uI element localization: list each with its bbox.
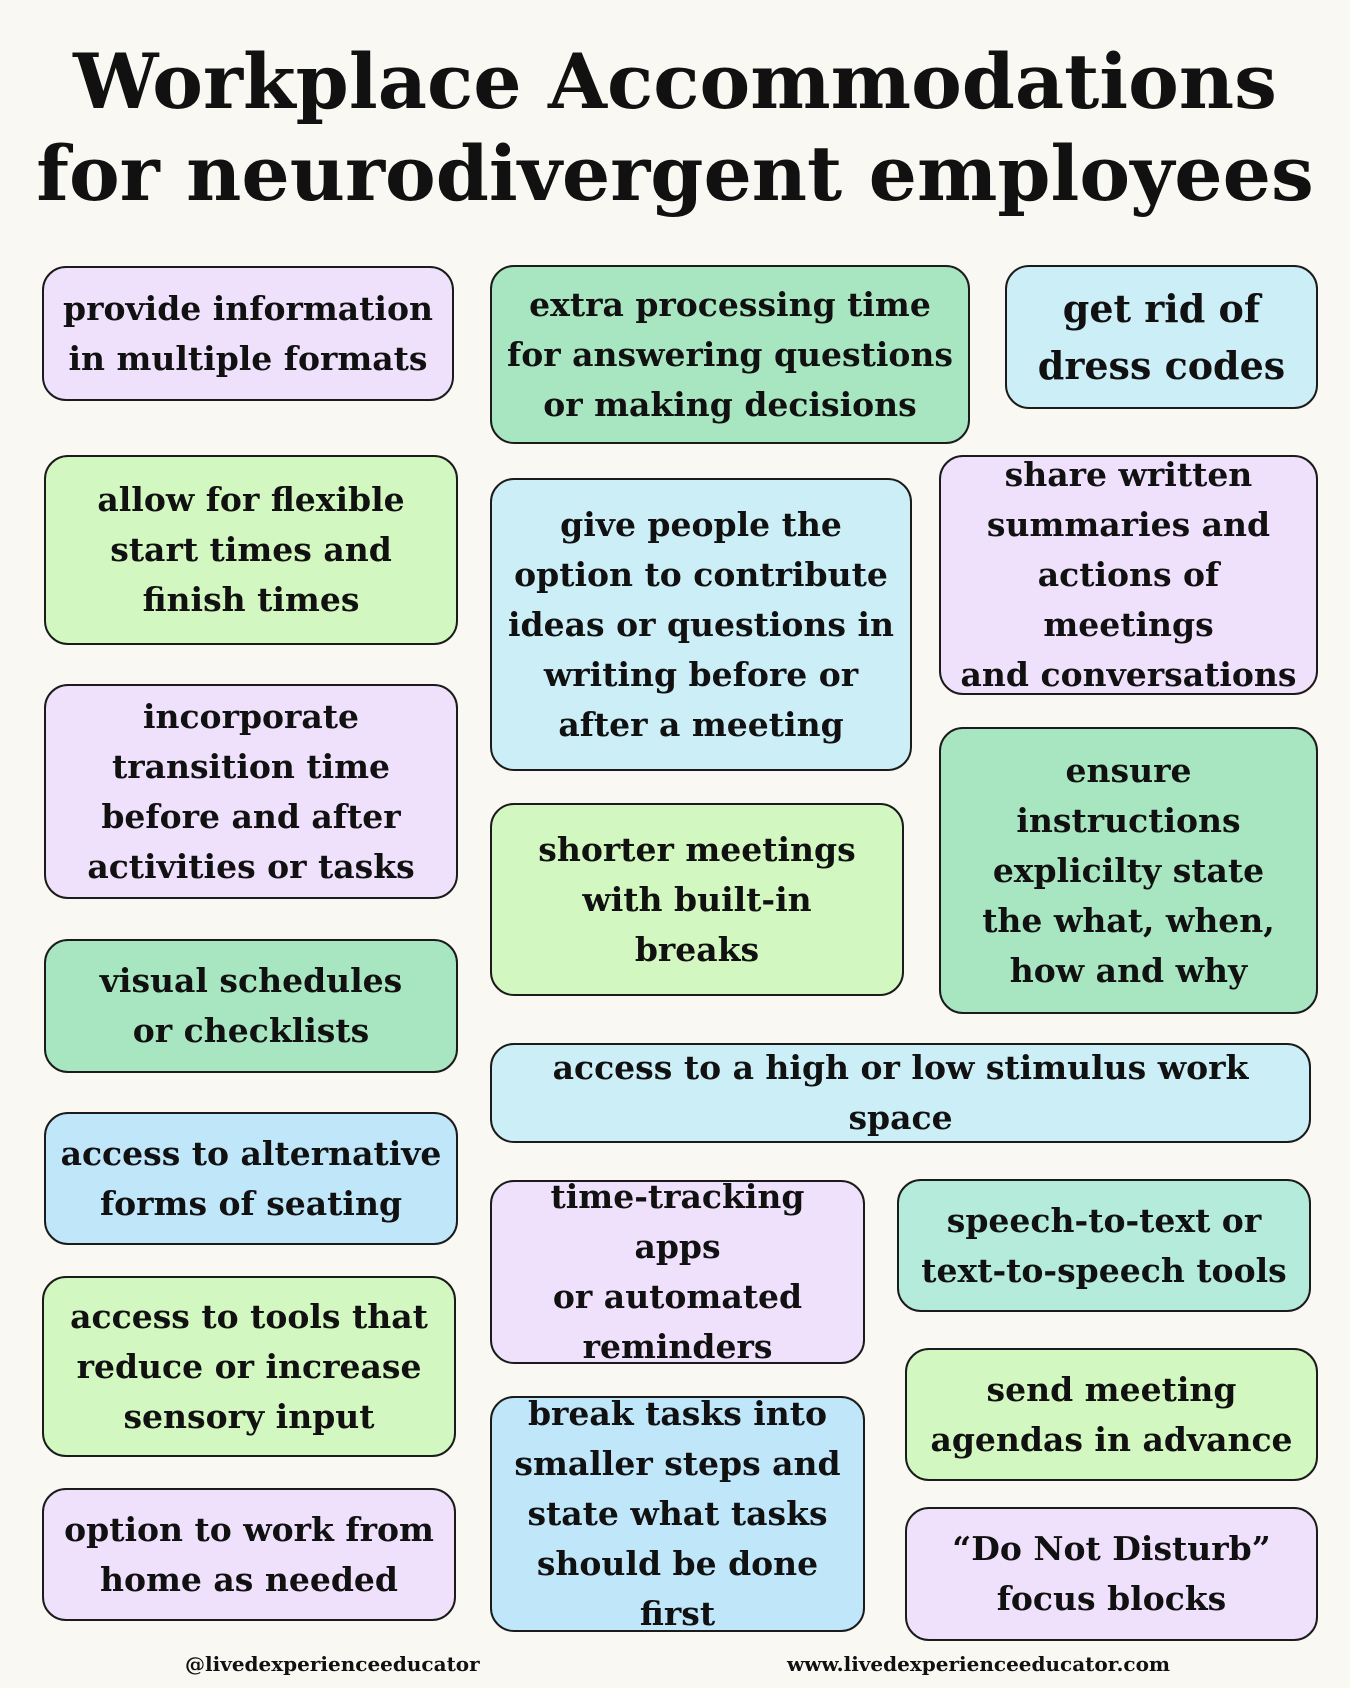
card-text [508, 500, 894, 750]
card-line: allow for flexible [97, 480, 405, 519]
card-line: give people the [560, 504, 842, 544]
card-shorter-meetings [490, 803, 904, 996]
card-line: speech-to-text or [946, 1200, 1262, 1240]
card-line: “Do Not Disturb” [952, 1529, 1271, 1568]
card-text [506, 1172, 849, 1372]
card-text [952, 1524, 1270, 1624]
card-line: provide information [63, 288, 433, 328]
card-written-summaries [939, 455, 1318, 695]
card-line: or automated [552, 1277, 803, 1316]
card-line: and conversations [960, 655, 1297, 694]
card-text [538, 825, 855, 975]
card-line: finish times [142, 580, 360, 619]
card-sensory-tools [42, 1276, 456, 1457]
card-text [70, 1292, 428, 1442]
card-flexible-times [44, 455, 458, 645]
card-line: agendas in advance [930, 1419, 1293, 1459]
card-line: with built-in [582, 879, 812, 919]
card-line: text-to-speech tools [921, 1250, 1287, 1290]
card-visual-schedules [44, 939, 458, 1073]
card-line: activities or tasks [87, 846, 415, 886]
card-explicit-instructions [939, 727, 1318, 1014]
card-text [97, 475, 404, 625]
card-text [955, 450, 1302, 700]
card-line: visual schedules [99, 961, 403, 1000]
card-work-from-home [42, 1488, 456, 1621]
card-stimulus-space [490, 1043, 1311, 1143]
card-line: breaks [634, 929, 760, 969]
card-text [1038, 280, 1285, 394]
card-processing-time [490, 265, 970, 444]
card-time-tracking [490, 1177, 865, 1366]
card-text [87, 692, 414, 892]
card-line: break tasks into [527, 1394, 828, 1433]
card-line: home as needed [100, 1559, 398, 1599]
card-line: transition time [111, 746, 391, 786]
card-line: after a meeting [558, 704, 844, 744]
card-line: send meeting [986, 1369, 1237, 1409]
card-text [64, 1505, 434, 1605]
card-line: the what, when, [982, 900, 1275, 940]
card-line: should be done first [536, 1544, 819, 1633]
card-line: start times and [110, 530, 392, 569]
card-line: access to a high or low stimulus work space [552, 1048, 1249, 1137]
card-line: forms of seating [99, 1183, 403, 1223]
card-do-not-disturb [905, 1507, 1318, 1641]
card-line: or checklists [132, 1011, 370, 1050]
card-line: option to contribute [514, 554, 888, 594]
card-line: extra processing time [529, 284, 931, 324]
card-line: instructions [1016, 800, 1241, 840]
card-text [921, 1196, 1286, 1296]
card-line: shorter meetings [538, 829, 856, 869]
page-title: Workplace Accommodations [73, 37, 1277, 126]
card-line: access to tools that [70, 1296, 428, 1336]
card-text [506, 1043, 1295, 1143]
card-line: before and after [101, 796, 401, 836]
card-line: time-tracking apps [550, 1177, 805, 1266]
card-line: share written [1004, 455, 1253, 494]
card-line: ensure [1065, 750, 1192, 790]
card-line: or making decisions [543, 384, 917, 424]
card-line: reminders [582, 1327, 773, 1366]
card-alternative-seating [44, 1112, 458, 1245]
card-text [506, 1389, 849, 1639]
card-line: writing before or [543, 654, 859, 694]
card-written-contribute [490, 478, 912, 771]
card-text [982, 746, 1275, 996]
card-line: focus blocks [996, 1579, 1227, 1618]
card-line: incorporate [142, 696, 360, 736]
card-line: dress codes [1037, 343, 1286, 388]
card-transition-time [44, 684, 458, 899]
card-line: get rid of [1062, 286, 1261, 331]
card-text [100, 956, 403, 1056]
card-line: state what tasks [527, 1494, 828, 1533]
footer-website: www.livedexperienceeducator.com [787, 1652, 1171, 1676]
page-subtitle: for neurodivergent employees [36, 129, 1314, 218]
card-line: summaries and [986, 505, 1271, 544]
card-multiple-formats [42, 266, 454, 401]
card-line: explicilty state [992, 850, 1265, 890]
card-text [507, 280, 953, 430]
card-meeting-agendas [905, 1348, 1318, 1481]
card-line: in multiple formats [68, 338, 428, 378]
card-line: option to work from [64, 1509, 434, 1549]
card-line: smaller steps and [514, 1444, 841, 1483]
card-line: ideas or questions in [508, 604, 894, 644]
card-text [63, 284, 433, 384]
card-break-tasks [490, 1396, 865, 1632]
card-text [61, 1129, 442, 1229]
card-line: access to alternative [60, 1133, 442, 1173]
card-line: reduce or increase [76, 1346, 422, 1386]
footer-handle: @livedexperienceeducator [185, 1652, 480, 1676]
card-line: how and why [1009, 950, 1248, 990]
card-speech-to-text [897, 1179, 1311, 1312]
card-line: actions of meetings [1037, 555, 1220, 644]
card-dress-codes [1005, 265, 1318, 409]
card-text [930, 1365, 1292, 1465]
card-line: sensory input [123, 1396, 375, 1436]
card-line: for answering questions [507, 334, 953, 374]
